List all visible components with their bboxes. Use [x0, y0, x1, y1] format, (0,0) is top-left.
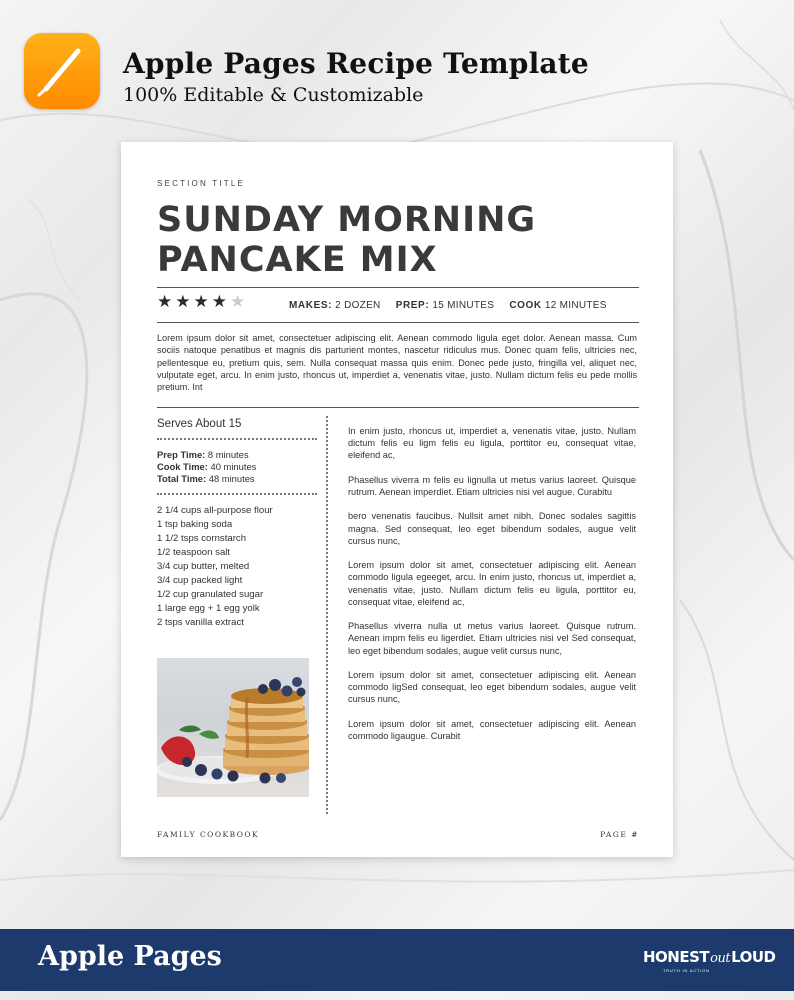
ingredient-item: 2 1/4 cups all-purpose flour	[157, 505, 273, 516]
makes-value: 2 DOZEN	[335, 300, 381, 311]
left-column	[157, 416, 317, 630]
brand-logo-mid: out	[710, 951, 731, 966]
brand-logo-b: LOUD	[731, 948, 776, 966]
direction-paragraph: Lorem ipsum dolor sit amet, consectetuer adipiscing elit. Aenean commodo ligSed consequat, leo eget bibendum sodales, augue velit cursus nunc,	[348, 669, 636, 705]
recipe-page	[121, 142, 673, 857]
star-filled-icon: ★	[157, 292, 173, 312]
total-time-value: 48 minutes	[208, 473, 255, 484]
prep-time-value: 8 minutes	[207, 449, 249, 460]
footer-cookbook: FAMILY COOKBOOK	[157, 830, 260, 839]
cook-time-label: Cook Time:	[157, 461, 208, 472]
ingredient-item: 2 tsps vanilla extract	[157, 617, 244, 628]
ingredient-item: 1 1/2 tsps cornstarch	[157, 533, 247, 544]
direction-paragraph: In enim justo, rhoncus ut, imperdiet a, venenatis vitae, justo. Nullam dictum felis eu ligm felis eu ligula, porttitor eu, consequat vitae, eleifend ac,	[348, 426, 636, 461]
cook-label: COOK	[509, 300, 542, 311]
prep-value: 15 MINUTES	[432, 300, 495, 311]
ingredient-item: 1/2 teaspoon salt	[157, 547, 231, 558]
recipe-title	[157, 200, 536, 280]
pancake-photo	[157, 658, 309, 797]
pages-app-icon	[24, 33, 100, 109]
bottom-banner	[0, 929, 794, 991]
star-filled-icon: ★	[193, 292, 209, 312]
direction-paragraph: Phasellus viverra m felis eu lignulla ut metus varius laoreet. Quisque rutrum. Aenean imperdiet. Etiam ultricies nisi vel augue. Curabitu	[348, 474, 636, 497]
ingredient-item: 1 large egg + 1 egg yolk	[157, 603, 260, 614]
divider	[157, 407, 639, 408]
header-title: Apple Pages Recipe Template	[123, 47, 589, 80]
star-filled-icon: ★	[211, 292, 227, 312]
prep-time-label: Prep Time:	[157, 449, 206, 460]
makes-label: MAKES:	[289, 300, 333, 311]
direction-paragraph: Lorem ipsum dolor sit amet, consectetuer adipiscing elit. Aenean commodo ligula egeeget, arcu. In enim justo, rhoncus ut, imperdiet a, venenatis vitae, justo. Nullam dictum felis eu ligula, porttitor eu, consequat vitae, eleifend ac,	[348, 560, 636, 607]
dotted-divider	[157, 493, 317, 495]
dotted-divider	[157, 438, 317, 440]
directions-column	[348, 425, 636, 754]
times-block	[157, 449, 317, 485]
star-rating	[157, 294, 245, 311]
brand-logo	[643, 948, 775, 966]
ingredient-item: 3/4 cup packed light	[157, 575, 243, 586]
prep-label: PREP:	[395, 300, 430, 311]
direction-paragraph: Phasellus viverra nulla ut metus varius laoreet. Quisque rutrum. Aenean impm felis eu ligerdiet. Etiam ultricies nisi vel Sed consequat, leo eget bibendum sodales, augue velit cursus nunc,	[348, 621, 636, 656]
divider	[157, 287, 639, 288]
ingredient-item: 3/4 cup butter, melted	[157, 561, 250, 572]
divider	[157, 322, 639, 323]
ingredient-item: 1 tsp baking soda	[157, 519, 233, 530]
direction-paragraph: Lorem ipsum dolor sit amet, consectetuer adipiscing elit. Aenean commodo ligaugue. Curabit	[348, 718, 636, 741]
section-title: SECTION TITLE	[157, 179, 246, 188]
cook-value: 12 MINUTES	[544, 300, 607, 311]
direction-paragraph: bero venenatis faucibus. Nullsit amet nibh. Donec sodales sagittis magna. Sed consequat, leo eget bibendum sodales, augue velit cursus nunc,	[348, 511, 636, 546]
recipe-title-line2: PANCAKE MIX	[157, 240, 438, 280]
ingredient-list	[157, 504, 317, 630]
star-empty-icon: ★	[230, 292, 246, 312]
column-divider	[326, 416, 328, 814]
ingredient-item: 1/2 cup granulated sugar	[157, 589, 264, 600]
star-filled-icon: ★	[175, 292, 191, 312]
footer-page-number: PAGE #	[600, 830, 639, 839]
recipe-title-line1: SUNDAY MORNING	[157, 200, 537, 240]
brand-tagline: TRUTH IN ACTION	[663, 968, 710, 973]
serves-text: Serves About 15	[157, 418, 242, 430]
banner-label: Apple Pages	[38, 941, 222, 972]
total-time-label: Total Time:	[157, 473, 207, 484]
cook-time-value: 40 minutes	[210, 461, 257, 472]
intro-paragraph: Lorem ipsum dolor sit amet, consectetuer adipiscing elit. Aenean commodo ligula eget dolor. Aenean massa. Cum sociis natoque penatibus et magnis dis parturient montes, nascetur ridiculus mus. Donec quam felis, ultricies nec, pellentesque eu, pretium quis, sem. Nulla consequat massa quis enim. Donec pede justo, fringilla vel, aliquet nec, vulputate eget, arcu. In enim justo, rhoncus ut, imperdiet a, venenatis vitae, justo. Nullam dictum felis eu pede mollis pretium. Int	[157, 333, 637, 393]
header-subtitle: 100% Editable & Customizable	[123, 84, 424, 106]
recipe-meta	[289, 300, 607, 311]
brand-logo-a: HONEST	[643, 948, 710, 966]
